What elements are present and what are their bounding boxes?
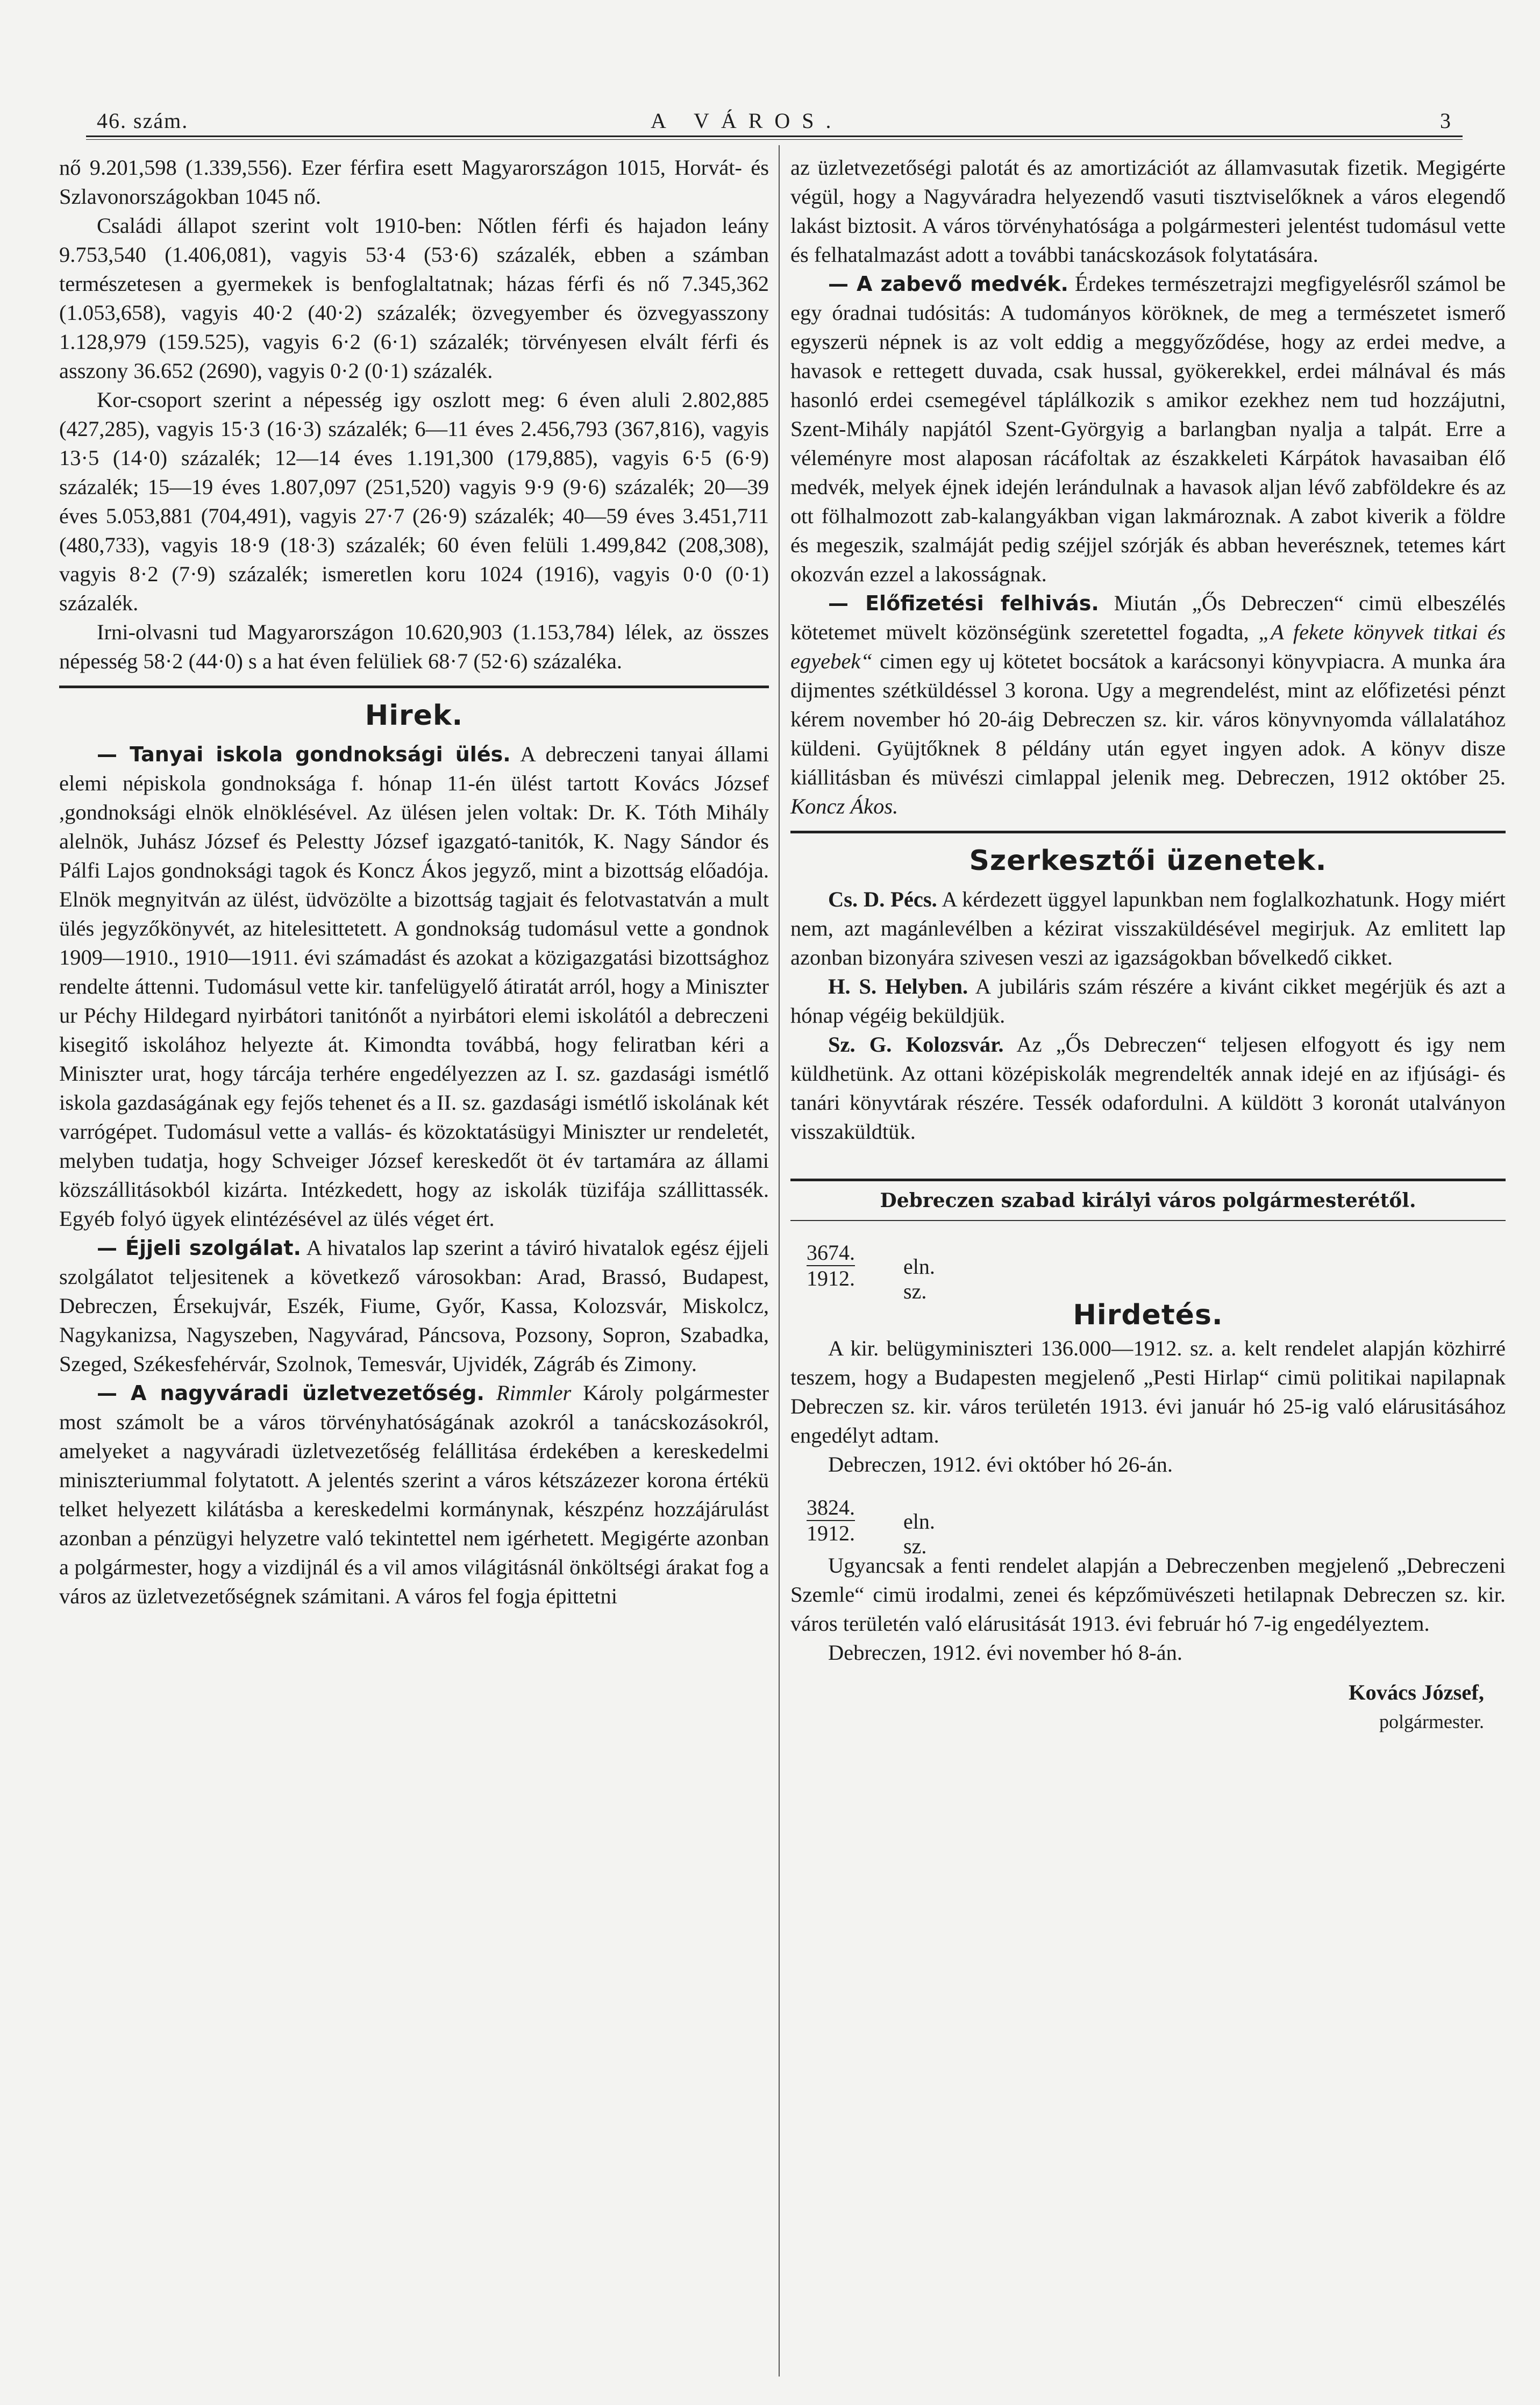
header-rule <box>86 135 1463 140</box>
editorial-kolozsvar <box>790 1030 1506 1146</box>
reference-1-number: 3674. <box>807 1240 855 1266</box>
news-nagyvarad-headline: — A nagyváradi üzletvezetőség. <box>97 1381 484 1405</box>
news-school-board <box>59 740 769 1233</box>
office-rule <box>790 1220 1506 1221</box>
section-rule-3 <box>790 1179 1506 1181</box>
page-header <box>86 105 1463 137</box>
news-night-service-text: A hivatalos lap szerint a táviró hivatalok egész éjjeli szolgálatot teljesitenek a következő városokban: Arad, Brassó, Budapest, Debreczen, Érsekujvár, Eszék, Fiume, Győr, Kassa, Kolozsvár, Miskolcz, Nagykanizsa, Nagyszeben, Nagyvárad, Páncsova, Pozsony, Sopron, Szabadka, Szeged, Székesfehérvár, Szolnok, Temesvár, Ujvidék, Zágráb és Zimony. <box>59 1236 769 1376</box>
news-night-service <box>59 1233 769 1379</box>
editorial-kolozsvar-text: Az „Ős Debreczen“ teljesen elfogyott és igy nem küldhetünk. Az ottani középiskolák megrendelték annak idejé en az ifjúsági- és tanári könyvtárak részére. Tessék odafordulni. A küldött 3 koronát utalványon visszaküldtük. <box>790 1032 1506 1144</box>
news-school-board-text: A debreczeni tanyai állami elemi népiskola gondnoksága f. hónap 11-én ülést tartott Kovács József ,gondnoksági elnök elnöklésével. Az ülésen jelen voltak: Dr. K. Tóth Mihály alelnök, Juhász József és Pelestty József igazgató-tanitók, K. Nagy Sándor és Pálfi Lajos gondnoksági tagok és Koncz Ákos jegyző, mint a bizottság előadója. Elnök megnyitván az ülést, üdvözölte a bizottság tagjait és felotvastatván a mult ülés jegyzőkönyvét, az hitelesittetett. A gondnokság tudomásul vette a gondnok 1909—1910., 1910—1911. évi számadást és azokat a közigazgatási bizottsághoz rendelte áttenni. Tudomásul vette kir. tanfelügyelő átiratát arról, hogy a Miniszter ur Péchy Hildegard nyirbátori tanitónőt a nyirbátori elemi iskolától a debreczeni kisegitő iskolához helyezte át. Kimondta továbbá, hogy feliratban kéri a Miniszter urat, hogy tárcája terhére engedélyezzen az I. sz. gazdasági ismétlő iskola gazdaságának egy fejős tehenet és a II. sz. gazdasági ismétlő iskolának két varrógépet. Tudomásul vette a vallás- és közoktatásügyi Miniszter ur rendeletét, melyben tudatja, hogy Schveiger József kereskedőt öt év tartamára az állami közszállitásokból kizárta. Intézkedett, hogy az iskolák tüzifája szállittassék. Egyéb folyó ügyek elintézésével az ülés véget ért. <box>59 742 769 1231</box>
census-paragraph-3: Kor-csoport szerint a népesség igy oszlott meg: 6 éven aluli 2.802,885 (427,285), vagyis 15·3 (16·3) százalék; 6—11 éves 2.456,793 (367,816), vagyis 13·5 (14·0) százalék; 12—14 éves 1.191,300 (179,885), vagyis 6·5 (6·9) százalék; 15—19 éves 1.807,097 (251,520) vagyis 9·9 (9·6) százalék; 20—39 éves 5.053,881 (704,491), vagyis 27·7 (26·9) százalék; 40—59 éves 3.451,711 (480,733), vagyis 18·9 (18·3) százalék; 60 éven felüli 1.499,842 (208,308), vagyis 8·2 (7·9) százalék; ismeretlen koru 1024 (1916), vagyis 0·0 (0·1) százalék. <box>59 388 769 615</box>
editorial-helyben-head: H. S. Helyben. <box>828 974 968 998</box>
reference-number-2 <box>807 1495 935 1558</box>
section-rule-2 <box>790 831 1506 833</box>
editorial-pecs-head: Cs. D. Pécs. <box>828 887 937 911</box>
news-subscription-text-1: Miután „Ős Debreczen“ cimü elbeszélés kötetemet müvelt közönségünk szeretettel fogadta, <box>790 591 1506 644</box>
news-bears-headline: — A zabevő medvék. <box>828 272 1068 296</box>
reference-2-eln: eln. sz. <box>903 1509 935 1558</box>
editorial-helyben-text: A jubiláris szám részére a kivánt cikket megérjük és azt a hónap végéig beküldjük. <box>790 974 1506 1027</box>
census-paragraph-1: nő 9.201,598 (1.339,556). Ezer férfira esett Magyarországon 1015, Horvát- és Szlavonországokban 1045 nő. <box>59 155 769 209</box>
announcement-2: Ugyancsak a fenti rendelet alapján a Debreczenben megjelenő „Debreczeni Szemle“ cimü irodalmi, zenei és képzőmüvészeti hetilapnak Debreczen sz. kir. város területén való elárusitását 1913. évi február hó 7-ig engedélyeztem. <box>790 1553 1506 1636</box>
news-bears-text: Érdekes természetrajzi megfigyelésről számol be egy óradnai tudósitás: A tudományos köröknek, de meg a természetet ismerő egyszerü népnek is az volt eddig a meggyőződése, hogy az erdei medve, a havasok e rettegett duvada, csak hussal, gyökerekkel, erdei málnával és más hasonló erdei csemegével táplálkozik s amikor ezekhez nem tud hozzájutni, Szent-Mihály napjától Szent-Györgyig a barlangban nyalja a talpát. Erre a véleményre most alaposan rácáfoltak az északkeleti Kárpátok havasaiban élő medvék, melyek éjnek idején lerándulnak a havasok aljan lévő zabföldekre és az ott fölhalmozott zab-kalangyákban vigan lakmároznak. A zabot kiverik a földre és megeszik, szalmáját pedig széjjel szórják és abban heverésznek, tetemes kárt okozván ezzel a lakosságnak. <box>790 272 1506 586</box>
section-rule <box>59 686 769 688</box>
reference-1-year: 1912. <box>807 1266 855 1290</box>
census-paragraph-2: Családi állapot szerint volt 1910-ben: Nőtlen férfi és hajadon leány 9.753,540 (1.406,081), vagyis 53·4 (53·6) százalék, ebben a számban természetesen a gyermekek is benfoglaltatnak; házas férfi és nő 7.345,362 (1.053,658), vagyis 40·2 (40·2) százalék; özvegyember és özvegyasszony 1.128,979 (159.525), vagyis 6·2 (6·1) százalék; törvényesen elvált férfi és asszony 36.652 (2690), vagyis 0·2 (0·1) százalék. <box>59 213 769 383</box>
hirdetes-heading: Hirdetés. <box>1073 1299 1223 1331</box>
editorial-helyben <box>790 972 1506 1030</box>
nagyvarad-continued: az üzletvezetőségi palotát és az amortizációt az államvasutak fizetik. Megigérte végül, hogy a Nagyváradra helyezendő vasuti tisztviselőknek a város elegendő lakást biztosit. A város törvényhatósága a polgármesteri jelentést tudomásul vette és felhatalmazást adott a további tanácskozások folytatására. <box>790 155 1506 267</box>
signer-name: Kovács József, <box>1349 1680 1484 1704</box>
book-title: „A fekete könyvek titkai és egyebek“ <box>790 620 1506 673</box>
announcement-1: A kir. belügyminiszteri 136.000—1912. sz. a. kelt rendelet alapján közhirré teszem, hogy a Budapesten megjelenő „Pesti Hirlap“ cimü politikai napilapnak Debreczen sz. kir. város területén 1913. évi január hó 25-ig való elárusitásához engedélyt adtam. <box>790 1336 1506 1447</box>
editorial-pecs <box>790 885 1506 972</box>
news-nagyvarad <box>59 1379 769 1611</box>
issue-number: 46. szám. <box>97 109 189 133</box>
editorial-pecs-text: A kérdezett üggyel lapunkban nem foglalkozhatunk. Hogy miért nem, azt magánlevélben a kézirat visszaküldésével megirjuk. Az emlitett lap azonban bizonyára szivesen veszi az igazságokban bővelkedő cikket. <box>790 887 1506 969</box>
editorial-heading: Szerkesztői üzenetek. <box>969 845 1327 877</box>
signer-title: polgármester. <box>1379 1711 1484 1732</box>
column-divider <box>779 145 780 2377</box>
news-subscription-signature: Koncz Ákos. <box>790 794 899 818</box>
reference-2-year: 1912. <box>807 1521 855 1545</box>
news-subscription-headline: — Előfizetési felhivás. <box>828 591 1099 615</box>
reference-1-eln: eln. sz. <box>903 1254 935 1303</box>
announcement-2-date: Debreczen, 1912. évi november hó 8-án. <box>828 1640 1182 1665</box>
announcement-1-date: Debreczen, 1912. évi október hó 26-án. <box>828 1452 1173 1476</box>
news-subscription <box>790 589 1506 821</box>
mayor-office-heading: Debreczen szabad királyi város polgármesterétől. <box>880 1189 1416 1212</box>
news-nagyvarad-name: Rimmler <box>484 1381 572 1405</box>
right-column <box>790 153 1506 1736</box>
reference-2-number: 3824. <box>807 1495 855 1521</box>
editorial-kolozsvar-head: Sz. G. Kolozsvár. <box>828 1032 1004 1057</box>
publication-title: A VÁROS. <box>651 109 843 133</box>
hirek-heading: Hirek. <box>365 700 464 732</box>
news-subscription-text-2: cimen egy uj kötetet bocsátok a karácsonyi könyvpiacra. A munka ára dijmentes szétküldéssel 3 korona. Ugy a megrendelést, mint az előfizetési pénzt kérem november hó 20-áig Debreczen sz. kir. város könyvnyomda vállalatához küldeni. Gyüjtőknek 8 példány után egyet ingyen adok. A könyv disze kiállitásban és müvészi cimlappal jelenik meg. Debreczen, 1912 október 25. <box>790 649 1506 789</box>
census-paragraph-4: Irni-olvasni tud Magyarországon 10.620,903 (1.153,784) lélek, az összes népesség 58·2 (44·0) s a hat éven felüliek 68·7 (52·6) százaléka. <box>59 620 769 673</box>
news-school-board-headline: — Tanyai iskola gondnoksági ülés. <box>97 743 511 766</box>
left-column <box>59 153 769 1611</box>
page-number: 3 <box>1440 109 1452 133</box>
news-bears <box>790 269 1506 589</box>
news-night-service-headline: — Éjjeli szolgálat. <box>97 1236 301 1260</box>
news-nagyvarad-text: Károly polgármester most számolt be a város törvényhatóságának azokról a tanácskozásokról, amelyeket a nagyváradi üzletvezetőség felállitása érdekében a kereskedelmi miniszteriummal folytatott. A jelentés szerint a város kétszázezer korona értékü telket helyezett kilátásba a kereskedelmi kormánynak, készpénz hozzájárulást azonban a pénzügyi helyzetre való tekintettel nem igérhetett. Megigérte azonban a polgármester, hogy a vizdijnál és a vil amos világitásnál önköltségi árakat fog a város az üzletvezetőségnek számitani. A város fel fogja épittetni <box>59 1381 769 1608</box>
reference-number-1 <box>807 1240 935 1303</box>
